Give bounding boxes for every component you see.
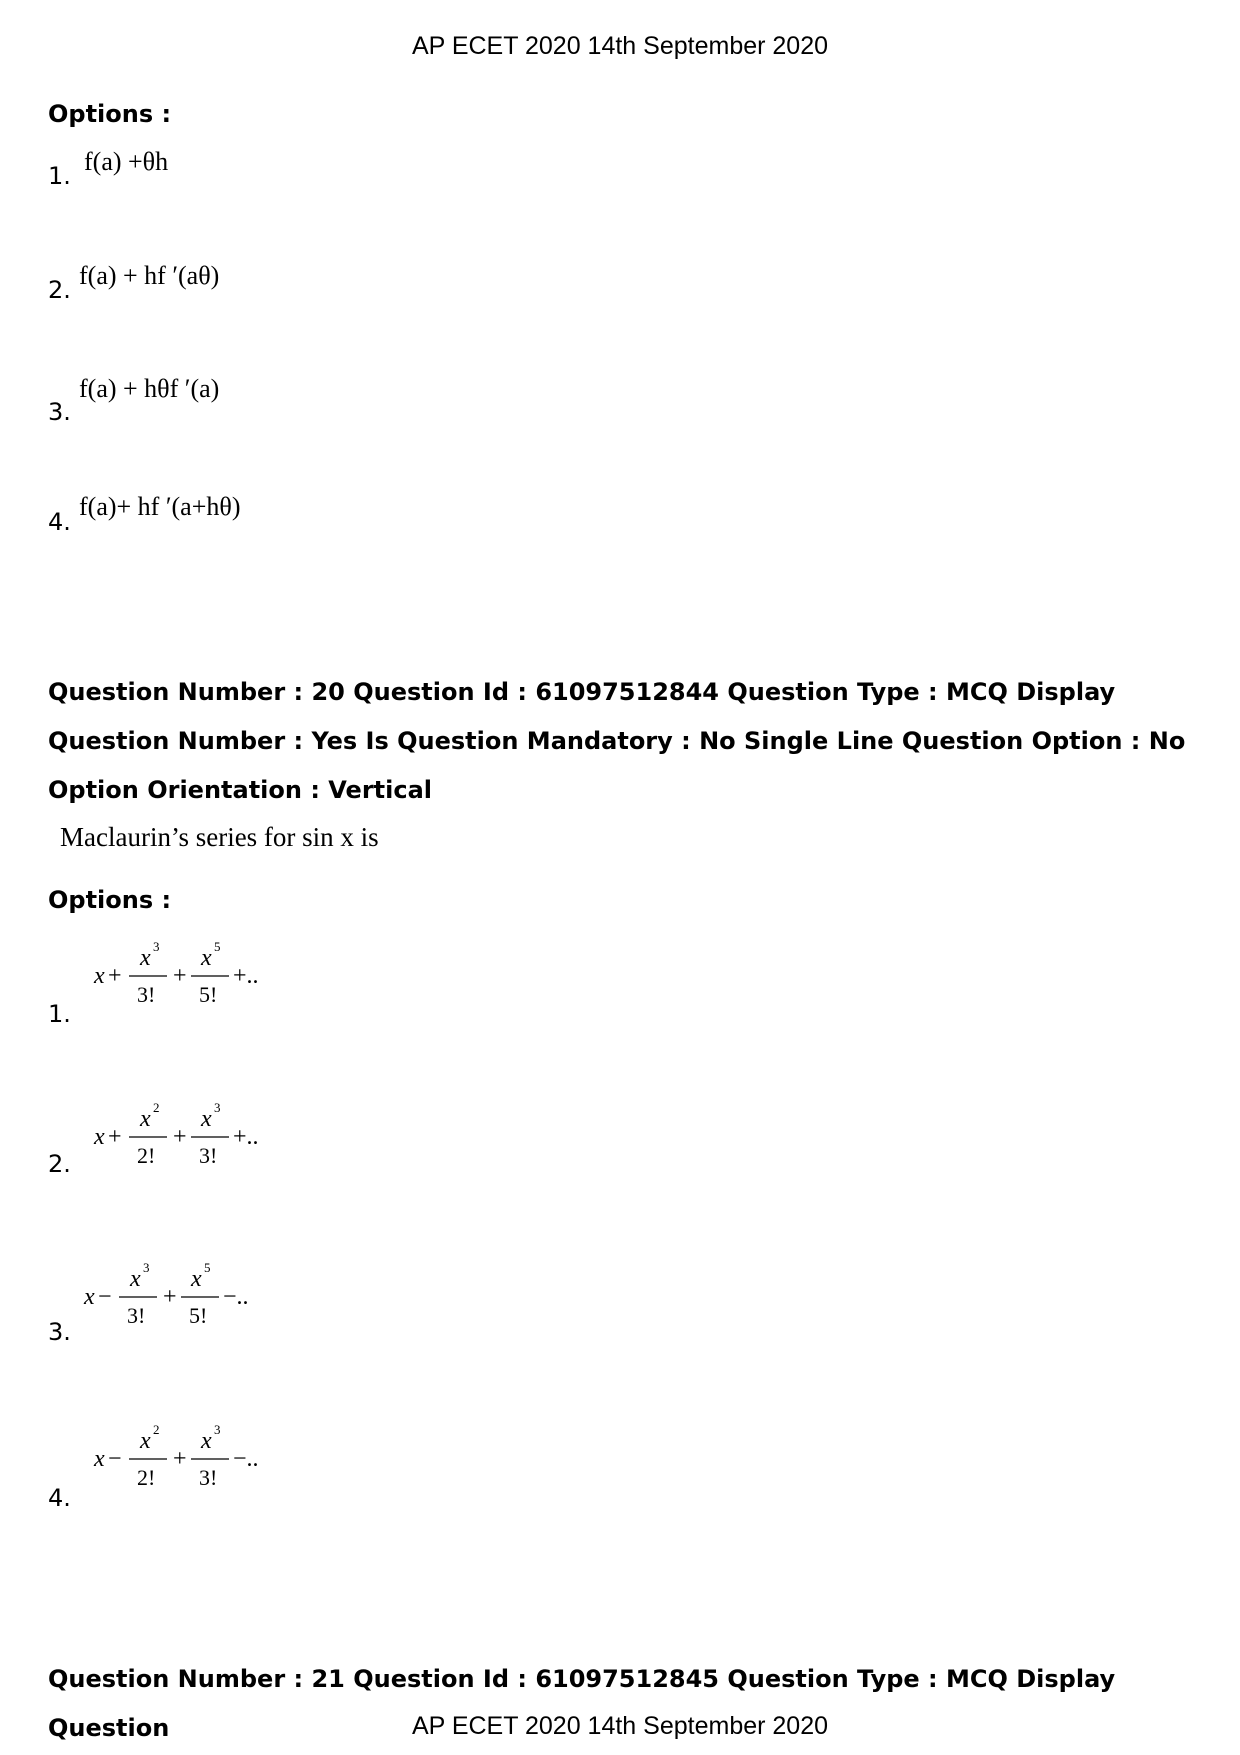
formula-tail: +..	[233, 963, 259, 989]
option-number: 3.	[48, 398, 71, 426]
option-formula: f(a) + hθf ′(a)	[79, 374, 220, 403]
formula-exponent: 3	[153, 939, 160, 954]
formula-op: −	[108, 1446, 122, 1472]
formula-tail: +..	[233, 1124, 259, 1150]
formula-lead: x	[84, 1284, 95, 1310]
options-label: Options :	[48, 100, 172, 128]
question-meta: Question Number : 21 Question Id : 61097512845 Question Type : MCQ Display Question	[48, 1665, 1116, 1742]
formula-exponent: 2	[153, 1422, 160, 1437]
formula-op: +	[108, 1124, 122, 1150]
option-formula	[92, 1418, 292, 1498]
formula-tail: −..	[233, 1446, 259, 1472]
page-header: AP ECET 2020 14th September 2020	[411, 32, 829, 60]
option-formula: f(a) +θh	[84, 147, 169, 176]
formula-exponent: 3	[143, 1260, 150, 1275]
option-number: 1.	[48, 162, 71, 190]
formula-numerator: x	[140, 945, 151, 971]
formula-exponent: 2	[153, 1100, 160, 1115]
formula-lead: x	[94, 1124, 105, 1150]
formula-denominator: 3!	[127, 1303, 146, 1328]
formula-numerator: x	[201, 1106, 212, 1132]
formula-numerator: x	[201, 1428, 212, 1454]
question-meta: Question Number : 20 Question Id : 61097512844 Question Type : MCQ Display Question Number : Yes Is Question Mandatory : No Single Line Question Option : No Option Orientation : Vertical	[48, 678, 1186, 804]
formula-op: +	[173, 1124, 187, 1150]
formula-numerator: x	[191, 1266, 202, 1292]
option-formula	[92, 1096, 292, 1176]
formula-exponent: 3	[214, 1422, 221, 1437]
formula-op: +	[163, 1284, 177, 1310]
formula-numerator: x	[130, 1266, 141, 1292]
formula-op: +	[173, 1446, 187, 1472]
formula-op: +	[108, 963, 122, 989]
formula-denominator: 3!	[137, 982, 156, 1007]
formula-numerator: x	[140, 1428, 151, 1454]
formula-denominator: 5!	[189, 1303, 208, 1328]
formula-denominator: 2!	[137, 1143, 156, 1168]
option-number: 1.	[48, 1000, 71, 1028]
formula-numerator: x	[140, 1106, 151, 1132]
formula-lead: x	[94, 963, 105, 989]
formula-exponent: 5	[204, 1260, 211, 1275]
option-formula: f(a)+ hf ′(a+hθ)	[79, 492, 241, 521]
option-formula: f(a) + hf ′(aθ)	[79, 261, 220, 290]
question-text: Maclaurin’s series for sin x is	[60, 822, 379, 852]
formula-tail: −..	[223, 1284, 249, 1310]
option-formula	[92, 935, 292, 1015]
options-label: Options :	[48, 886, 172, 914]
option-formula	[82, 1256, 282, 1336]
formula-denominator: 2!	[137, 1465, 156, 1490]
formula-denominator: 3!	[199, 1465, 218, 1490]
formula-lead: x	[94, 1446, 105, 1472]
formula-op: +	[173, 963, 187, 989]
option-number: 3.	[48, 1318, 71, 1346]
formula-denominator: 5!	[199, 982, 218, 1007]
formula-op: −	[98, 1284, 112, 1310]
formula-exponent: 3	[214, 1100, 221, 1115]
option-number: 2.	[48, 1150, 71, 1178]
option-number: 2.	[48, 276, 71, 304]
formula-denominator: 3!	[199, 1143, 218, 1168]
formula-numerator: x	[201, 945, 212, 971]
option-number: 4.	[48, 1484, 71, 1512]
page-footer: AP ECET 2020 14th September 2020	[411, 1712, 829, 1740]
formula-exponent: 5	[214, 939, 221, 954]
option-number: 4.	[48, 508, 71, 536]
